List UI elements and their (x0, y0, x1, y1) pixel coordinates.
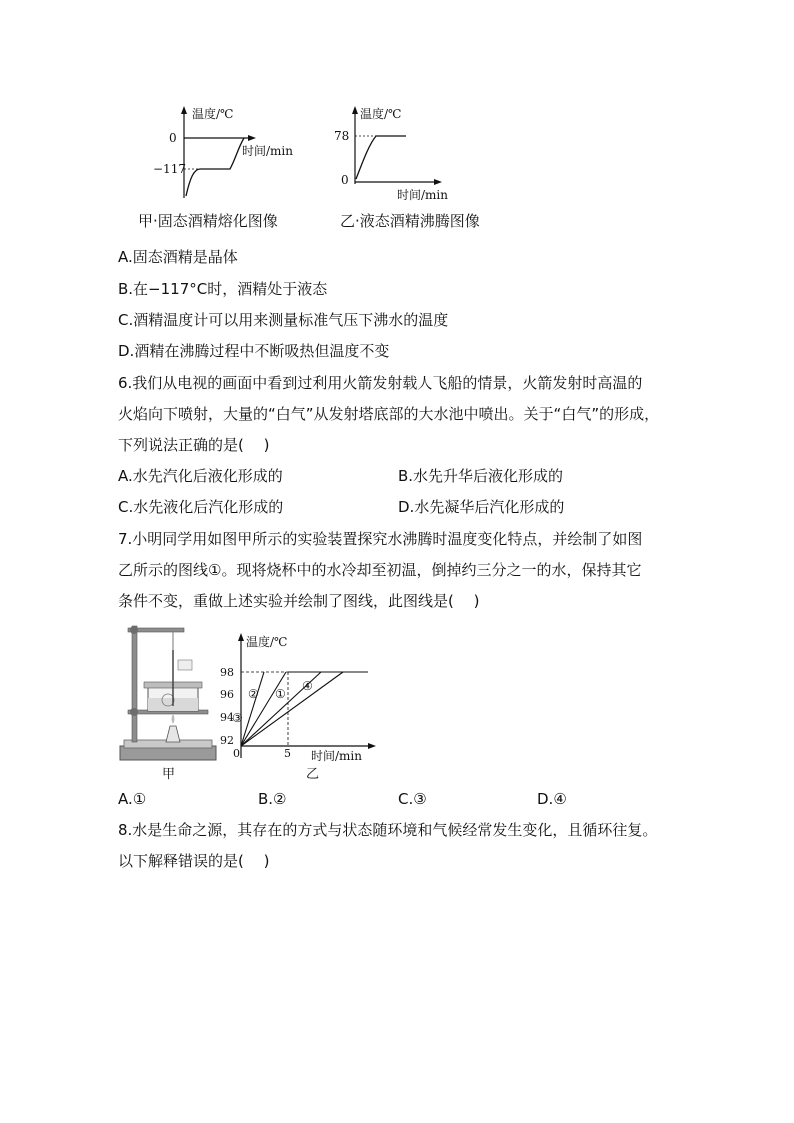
q5-option-c: C.酒精温度计可以用来测量标准气压下沸水的温度 (118, 311, 449, 329)
q6-option-a: A.水先汽化后液化形成的 (118, 467, 283, 485)
graph-boiling (334, 106, 448, 202)
q5-option-a: A.固态酒精是晶体 (118, 248, 238, 266)
y-tick-96: 96 (220, 688, 234, 701)
y-tick-98: 98 (220, 666, 234, 679)
curve-label-1: ① (275, 687, 286, 701)
curve-label-4: ④ (302, 679, 313, 693)
q7-stem-line-1: 7.小明同学用如图甲所示的实验装置探究水沸腾时温度变化特点，并绘制了如图 (118, 530, 643, 548)
q7-option-c: C.③ (398, 790, 427, 808)
graph-b-tick-top: 78 (334, 129, 350, 143)
q7-stem-line-2: 乙所示的图线①。现将烧杯中的水冷却至初温，倒掉约三分之一的水，保持其它 (118, 561, 642, 579)
q8-stem-line-2: 以下解释错误的是( ) (118, 852, 270, 870)
graph-b-tick-bottom: 0 (341, 173, 349, 187)
curve-label-3: ③ (232, 711, 243, 725)
temperature-graph (220, 633, 376, 763)
q6-option-d: D.水先凝华后汽化形成的 (398, 498, 565, 516)
q7-figure (118, 620, 380, 782)
graph-ylabel: 温度/℃ (246, 635, 288, 649)
graph-a-ylabel: 温度/℃ (192, 107, 234, 121)
q7-option-a: A.① (118, 790, 147, 808)
figure-label-yi: 乙 (306, 767, 320, 782)
graph-a-caption: 甲·固态酒精熔化图像 (138, 212, 278, 230)
graph-a-xlabel: 时间/min (242, 144, 293, 158)
q6-option-b: B.水先升华后液化形成的 (398, 467, 564, 485)
graph-a-tick-top: 0 (169, 131, 177, 145)
graph-b-ylabel: 温度/℃ (360, 107, 402, 121)
q7-option-d: D.④ (537, 790, 567, 808)
figure-alcohol-graphs (140, 102, 460, 208)
q6-stem-line-3: 下列说法正确的是( ) (118, 436, 270, 454)
x-tick-5: 5 (284, 747, 291, 760)
y-tick-94: 94 (220, 711, 234, 724)
q5-option-b: B.在−117°C时，酒精处于液态 (118, 280, 328, 298)
graph-a-tick-bottom: −117 (153, 162, 186, 176)
figure-label-jia: 甲 (162, 767, 176, 782)
graph-melting (153, 106, 293, 198)
graph-b-xlabel: 时间/min (397, 188, 448, 202)
graph-xlabel: 时间/min (311, 749, 362, 763)
q6-stem-line-2: 火焰向下喷射，大量的“白气”从发射塔底部的大水池中喷出。关于“白气”的形成， (118, 405, 660, 423)
q6-stem-line-1: 6.我们从电视的画面中看到过利用火箭发射载人飞船的情景，火箭发射时高温的 (118, 374, 643, 392)
boiling-apparatus (120, 626, 216, 760)
x-tick-0: 0 (233, 747, 240, 760)
q7-stem-line-3: 条件不变，重做上述实验并绘制了图线，此图线是( ) (118, 592, 480, 610)
curve-label-2: ② (248, 687, 259, 701)
y-tick-92: 92 (220, 734, 234, 747)
graph-b-caption: 乙·液态酒精沸腾图像 (340, 212, 480, 230)
q6-option-c: C.水先液化后汽化形成的 (118, 498, 284, 516)
q8-stem-line-1: 8.水是生命之源，其存在的方式与状态随环境和气候经常发生变化，且循环往复。 (118, 821, 658, 839)
q5-option-d: D.酒精在沸腾过程中不断吸热但温度不变 (118, 342, 390, 360)
q7-option-b: B.② (258, 790, 287, 808)
